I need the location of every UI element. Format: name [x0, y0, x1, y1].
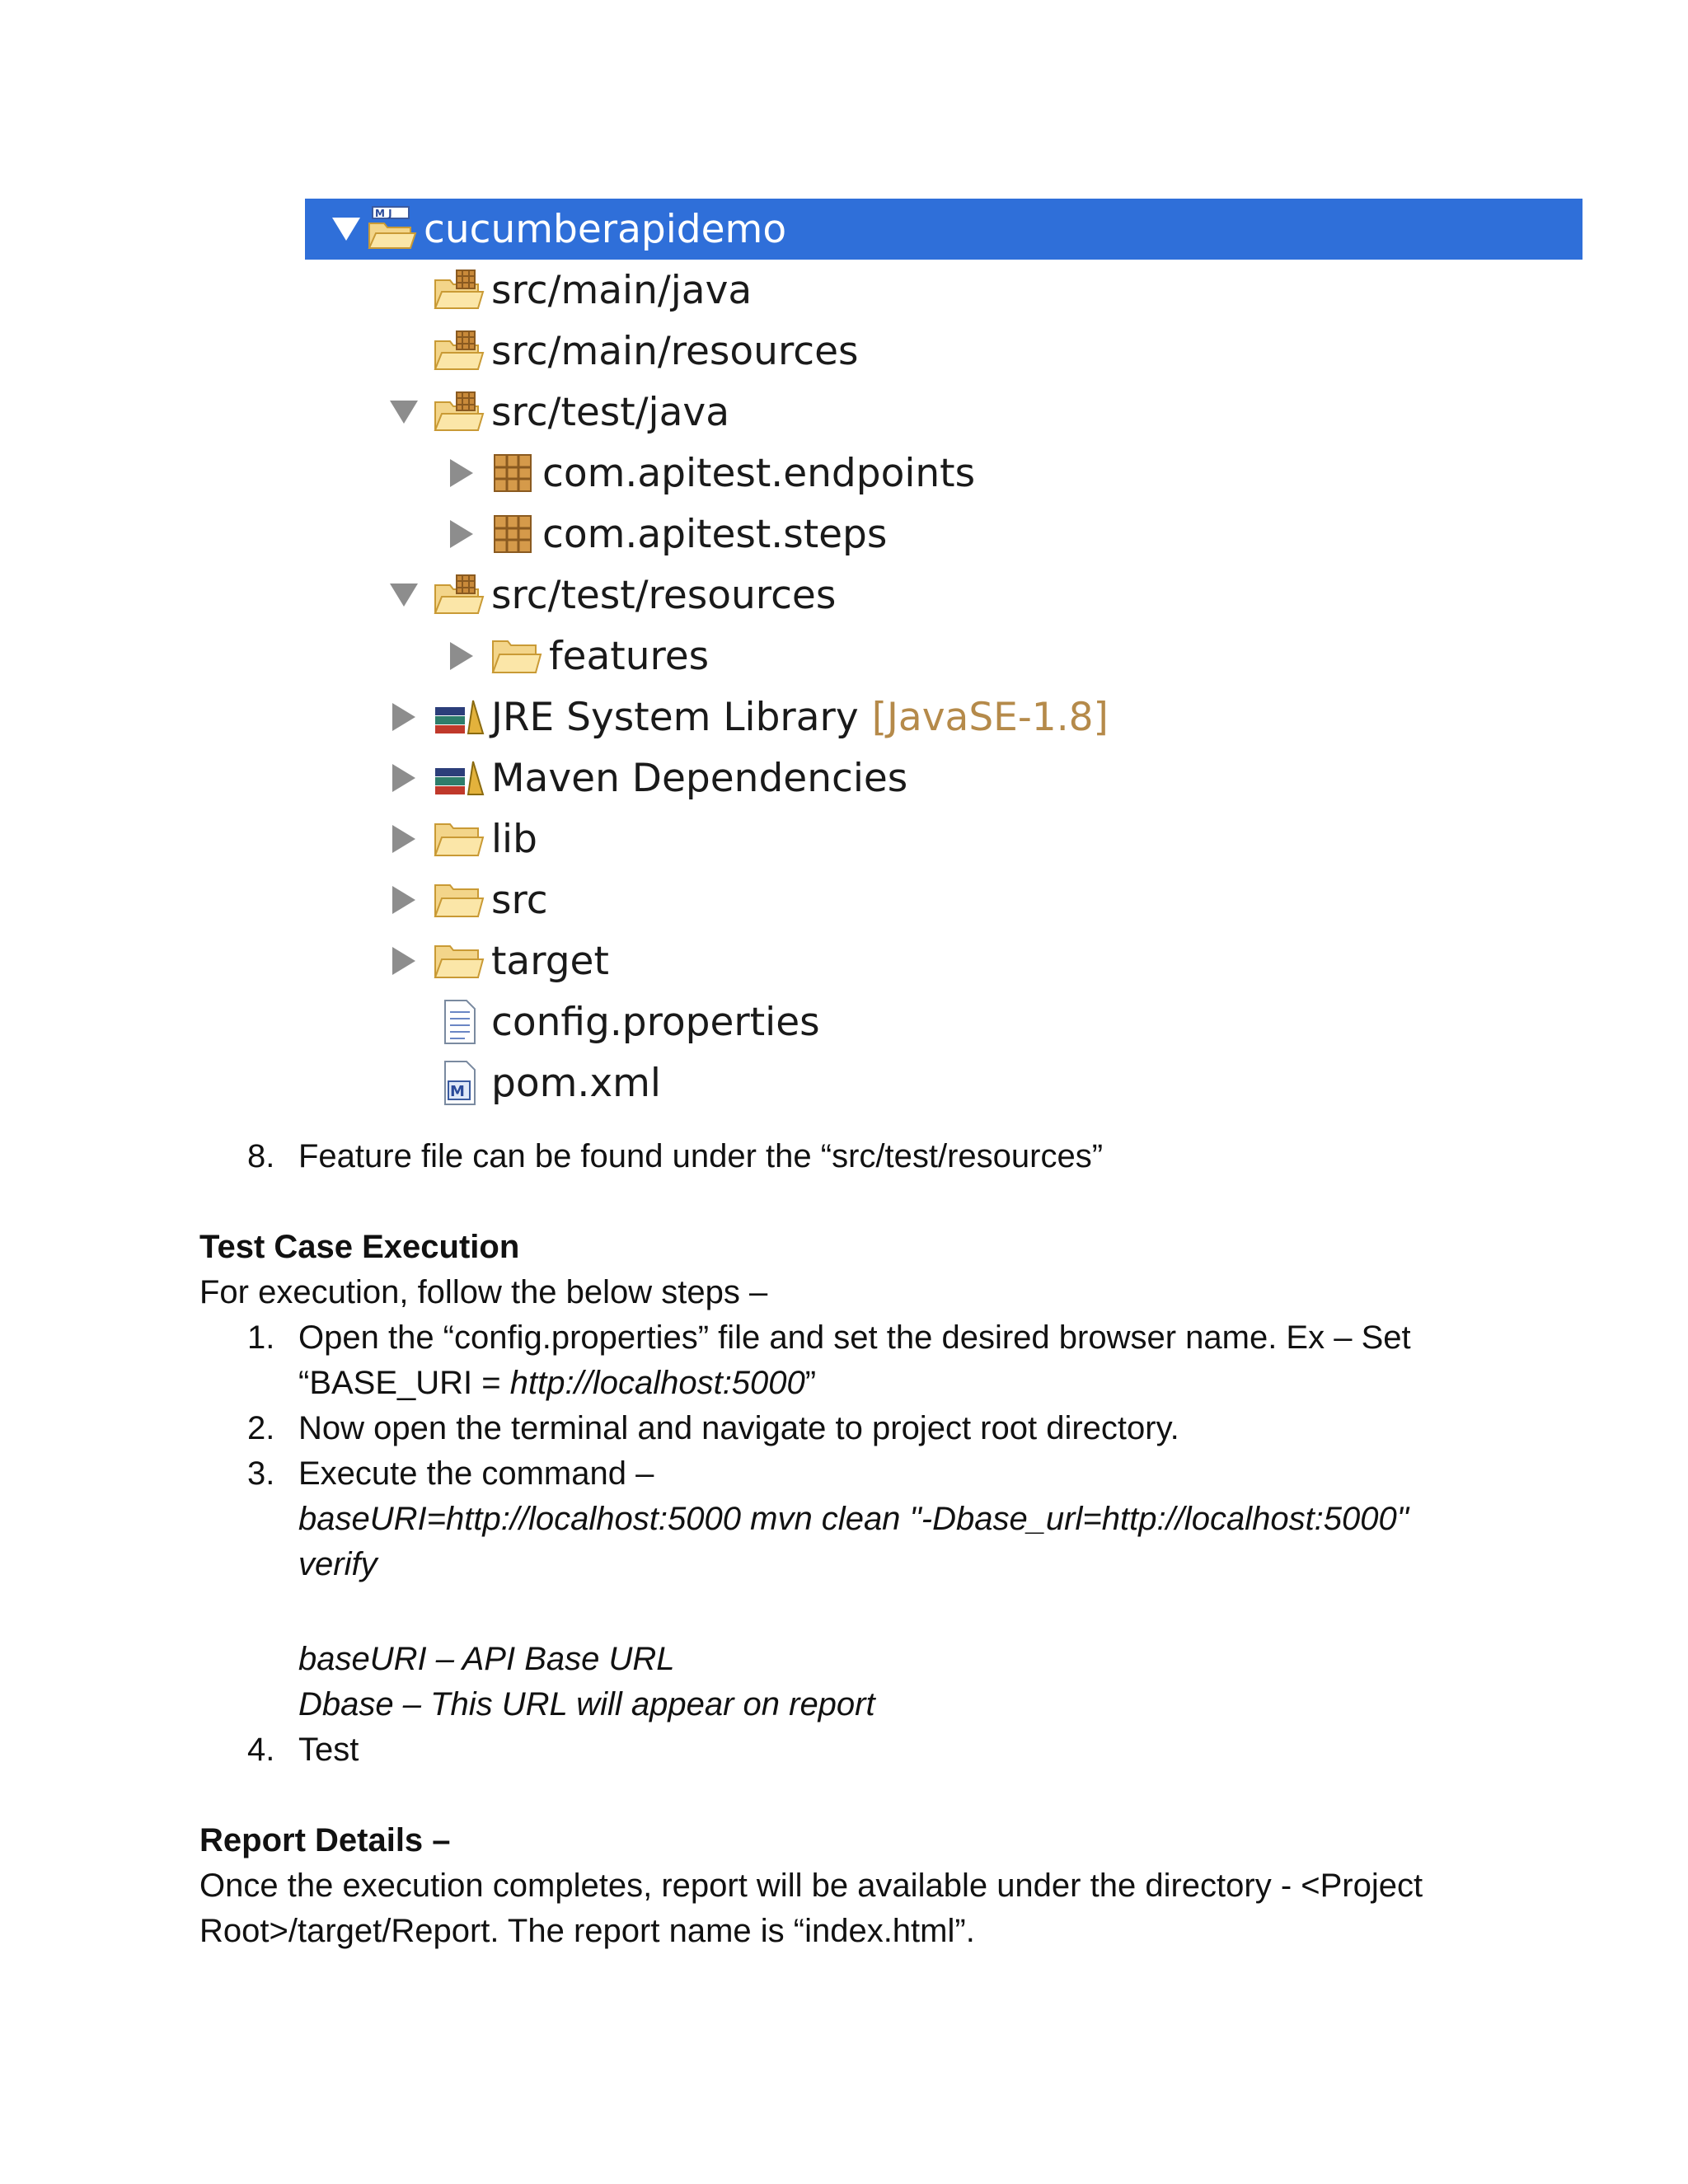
tree-row-jre-system-library[interactable]: [387, 687, 1109, 748]
tree-row-com-apitest-endpoints[interactable]: [445, 443, 975, 504]
collapse-arrow-icon[interactable]: [387, 701, 420, 733]
command-note: Dbase – This URL will appear on report: [298, 1686, 875, 1722]
tree-row-src-main-resources[interactable]: [430, 321, 859, 382]
list-number: 4.: [247, 1732, 275, 1768]
expand-arrow-icon[interactable]: [387, 396, 420, 429]
tree-row-pom-xml[interactable]: [430, 1052, 661, 1113]
section-heading-test-execution: Test Case Execution: [199, 1229, 520, 1265]
folder-icon: [430, 936, 486, 986]
library-icon: [430, 692, 486, 742]
tree-row-project-root[interactable]: [305, 199, 1582, 260]
collapse-arrow-icon[interactable]: [445, 518, 478, 551]
project-name: cucumberapidemo: [424, 206, 787, 252]
maven-project-icon: [363, 204, 419, 254]
closing-quote: ”: [804, 1365, 817, 1401]
command-note: baseURI – API Base URL: [298, 1641, 675, 1677]
tree-row-src-test-resources[interactable]: [387, 565, 836, 626]
source-folder-icon: [430, 265, 486, 315]
jre-version-label: [JavaSE-1.8]: [871, 694, 1109, 740]
tree-row-features[interactable]: [445, 626, 709, 687]
list-item-text: Feature file can be found under the “src/test/resources”: [298, 1138, 1104, 1174]
properties-file-icon: [430, 997, 486, 1047]
base-uri-text: “BASE_URI =: [298, 1365, 510, 1401]
tree-row-maven-dependencies[interactable]: [387, 748, 907, 808]
tree-label: JRE System Library: [491, 694, 859, 740]
collapse-arrow-icon[interactable]: [387, 944, 420, 977]
section-heading-report-details: Report Details –: [199, 1822, 451, 1858]
tree-label: com.apitest.endpoints: [542, 450, 976, 496]
collapse-arrow-icon[interactable]: [387, 762, 420, 794]
paragraph-report: Once the execution completes, report will be available under the directory - <Project: [199, 1868, 1423, 1904]
tree-label: src/main/resources: [491, 328, 859, 374]
list-item-text: Open the “config.properties” file and set the desired browser name. Ex – Set: [298, 1319, 1411, 1356]
list-number: 8.: [247, 1138, 275, 1174]
folder-icon: [430, 814, 486, 864]
source-folder-icon: [430, 570, 486, 620]
svg-text:M J: M J: [375, 208, 392, 219]
tree-label: features: [549, 633, 710, 679]
source-folder-icon: [430, 387, 486, 437]
folder-icon: [488, 631, 544, 681]
package-icon: [488, 448, 537, 498]
base-uri-value: http://localhost:5000: [509, 1365, 805, 1401]
tree-label: com.apitest.steps: [542, 511, 888, 557]
folder-icon: [430, 875, 486, 925]
list-item-text: Test: [298, 1732, 359, 1768]
command-text-continued: verify: [298, 1546, 377, 1582]
tree-label: src: [491, 877, 548, 923]
tree-label: pom.xml: [491, 1060, 661, 1106]
collapse-arrow-icon[interactable]: [387, 883, 420, 916]
collapse-arrow-icon[interactable]: [445, 640, 478, 673]
tree-label: lib: [491, 816, 537, 862]
list-item-text: Execute the command –: [298, 1455, 654, 1492]
collapse-arrow-icon[interactable]: [445, 457, 478, 490]
command-text: baseURI=http://localhost:5000 mvn clean "-Dbase_url=http://localhost:5000": [298, 1501, 1409, 1537]
tree-row-src[interactable]: [387, 869, 548, 930]
source-folder-icon: [430, 326, 486, 376]
library-icon: [430, 753, 486, 803]
tree-label: target: [491, 938, 609, 984]
package-icon: [488, 509, 537, 559]
tree-label: Maven Dependencies: [491, 755, 908, 801]
list-item-text: Now open the terminal and navigate to project root directory.: [298, 1410, 1179, 1446]
tree-row-src-main-java[interactable]: [430, 260, 752, 321]
tree-row-lib[interactable]: [387, 808, 537, 869]
tree-label: src/main/java: [491, 267, 753, 313]
tree-row-src-test-java[interactable]: [387, 382, 729, 443]
svg-text:M: M: [450, 1083, 465, 1100]
list-number: 3.: [247, 1455, 275, 1492]
list-number: 1.: [247, 1319, 275, 1356]
tree-label: src/test/java: [491, 389, 730, 435]
tree-row-config-properties[interactable]: [430, 991, 820, 1052]
tree-label: src/test/resources: [491, 572, 837, 618]
tree-label: config.properties: [491, 999, 820, 1045]
list-number: 2.: [247, 1410, 275, 1446]
collapse-arrow-icon[interactable]: [387, 823, 420, 855]
paragraph-report-continued: Root>/target/Report. The report name is “index.html”.: [199, 1913, 975, 1949]
maven-pom-file-icon: [430, 1058, 486, 1108]
expand-arrow-icon[interactable]: [330, 213, 363, 246]
tree-row-com-apitest-steps[interactable]: [445, 504, 887, 565]
expand-arrow-icon[interactable]: [387, 579, 420, 612]
list-item-text-continued: [298, 1360, 816, 1406]
tree-row-target[interactable]: [387, 930, 609, 991]
paragraph-intro: For execution, follow the below steps –: [199, 1274, 768, 1310]
